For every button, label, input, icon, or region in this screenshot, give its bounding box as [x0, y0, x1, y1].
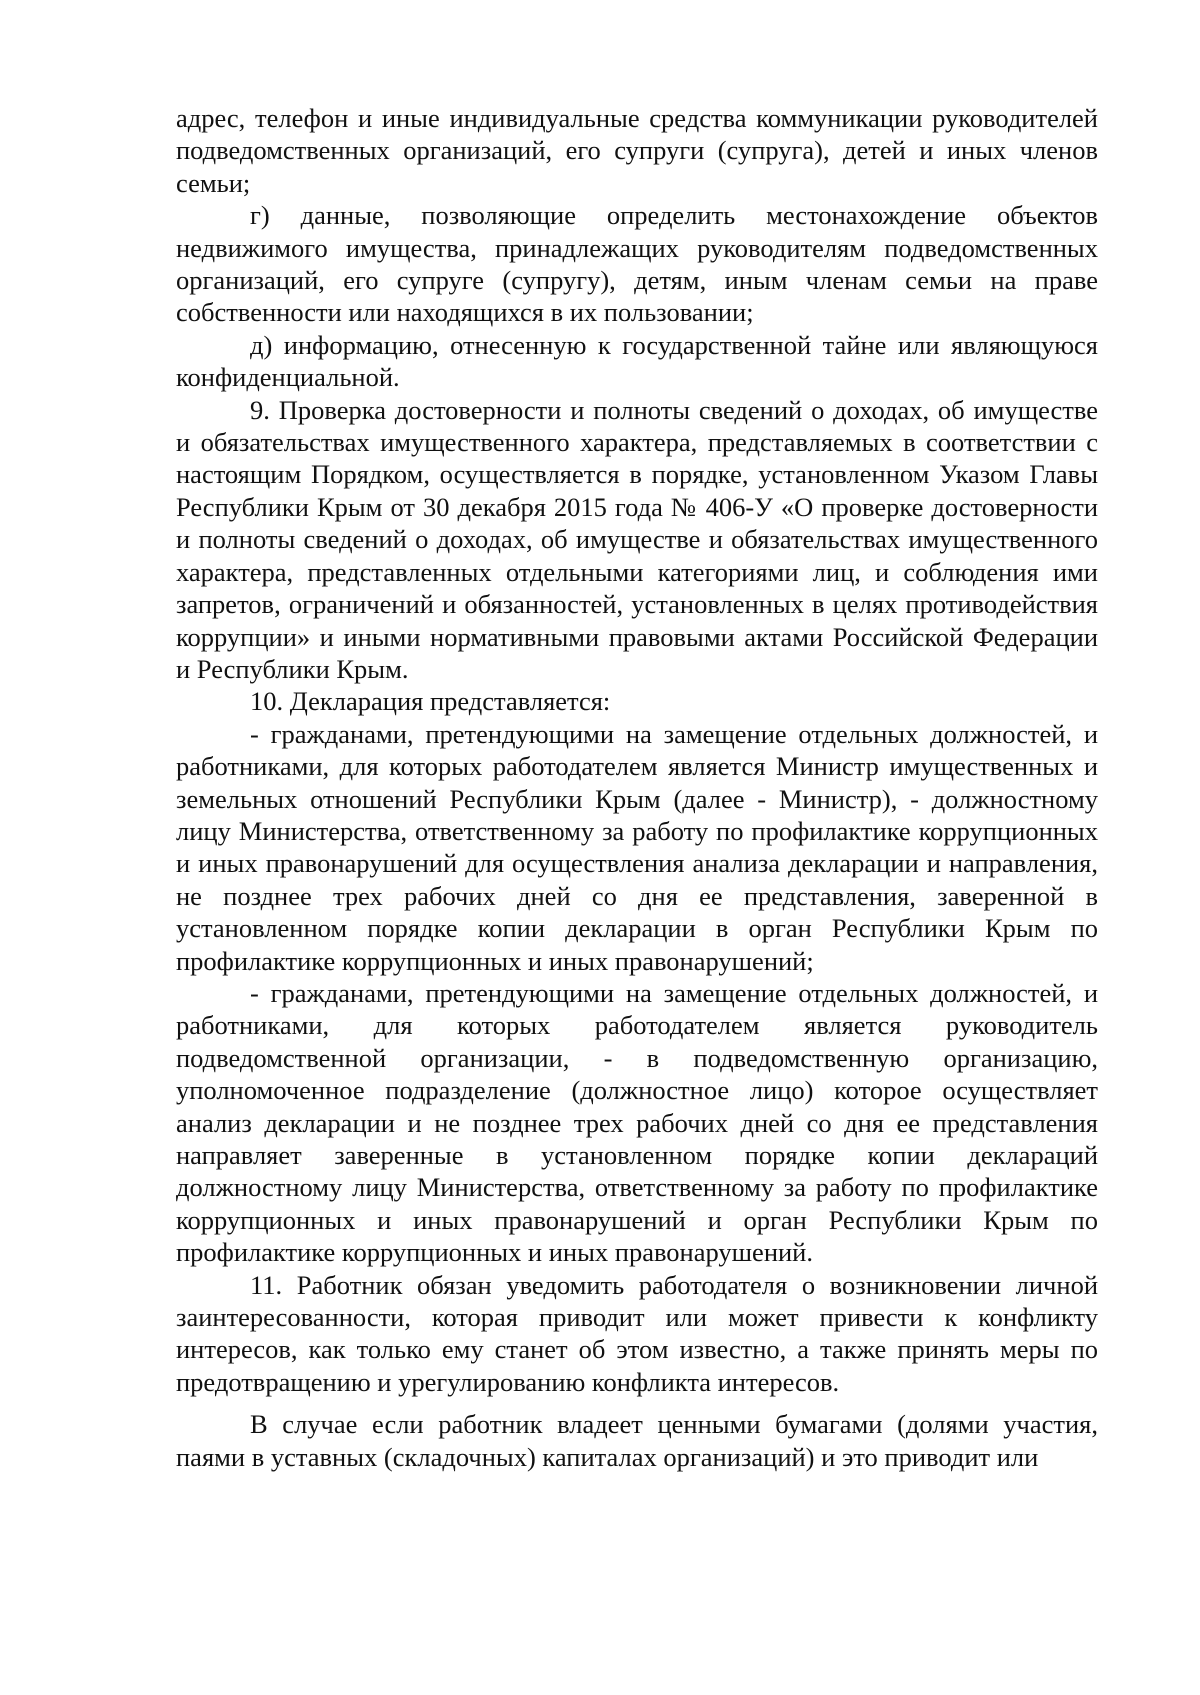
document-body [176, 102, 1098, 1473]
paragraph-section-9: 9. Проверка достоверности и полноты сведений о доходах, об имуществе и обязательствах имущественного характера, представляемых в соответствии с настоящим Порядком, осуществляется в порядке, установленном Указом Главы Республики Крым от 30 декабря 2015 года № 406-У «О проверке достоверности и полноты сведений о доходах, об имуществе и обязательствах имущественного характера, представленных отдельными категориями лиц, и соблюдения ими запретов, ограничений и обязанностей, установленных в целях противодействия коррупции» и иными нормативными правовыми актами Российской Федерации и Республики Крым. [176, 394, 1098, 684]
paragraph-item-d: д) информацию, отнесенную к государственной тайне или являющуюся конфиденциальной. [176, 329, 1098, 393]
paragraph-item-g: г) данные, позволяющие определить местонахождение объектов недвижимого имущества, принадлежащих руководителям подведомственных организаций, его супруге (супругу), детям, иным членам семьи на праве собственности или находящихся в их пользовании; [176, 200, 1098, 328]
paragraph-section-10: 10. Декларация представляется: [250, 686, 611, 717]
paragraph-section-10-item-2: - гражданами, претендующими на замещение отдельных должностей, и работниками, для которых работодателем является руководитель подведомственной организации, - в подведомственную организацию, уполномоченное подразделение (должностное лицо) которое осуществляет анализ декларации и не позднее трех рабочих дней со дня ее представления направляет заверенные в установленном порядке копии деклараций должностному лицу Министерства, ответственному за работу по профилактике коррупционных и иных правонарушений и орган Республики Крым по профилактике коррупционных и иных правонарушений. [176, 977, 1098, 1268]
paragraph-securities: В случае если работник владеет ценными бумагами (долями участия, паями в уставных (складочных) капиталах организаций) и это приводит или [176, 1409, 1098, 1472]
paragraph-section-10-item-1: - гражданами, претендующими на замещение отдельных должностей, и работниками, для которых работодателем является Министр имущественных и земельных отношений Республики Крым (далее - Министр), - должностному лицу Министерства, ответственному за работу по профилактике коррупционных и иных правонарушений для осуществления анализа декларации и направления, не позднее трех рабочих дней со дня ее представления, заверенной в установленном порядке копии декларации в орган Республики Крым по профилактике коррупционных и иных правонарушений; [176, 718, 1098, 976]
paragraph-intro-continued: адрес, телефон и иные индивидуальные средства коммуникации руководителей подведомственных организаций, его супруги (супруга), детей и иных членов семьи; [176, 103, 1098, 198]
paragraph-section-11: 11. Работник обязан уведомить работодателя о возникновении личной заинтересованности, которая приводит или может привести к конфликту интересов, как только ему станет об этом известно, а также принять меры по предотвращению и урегулированию конфликта интересов. [176, 1269, 1098, 1397]
